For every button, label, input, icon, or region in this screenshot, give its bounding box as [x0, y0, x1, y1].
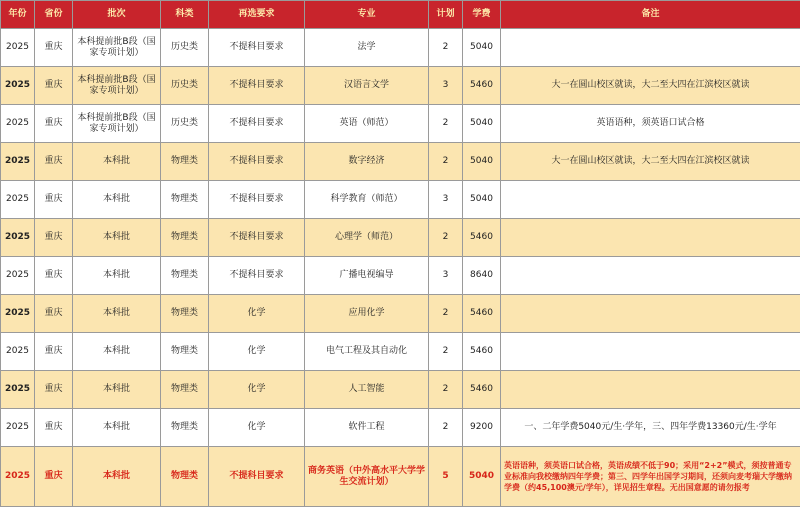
cell-fee: 5040: [463, 447, 501, 507]
cell-requirement: 不提科目要求: [209, 67, 305, 105]
cell-note: 一、二年学费5040元/生·学年，三、四年学费13360元/生·学年: [501, 409, 800, 447]
cell-year: 2025: [1, 447, 35, 507]
header-row: [1, 1, 800, 29]
cell-major: 商务英语（中外高水平大学学生交流计划）: [305, 447, 429, 507]
cell-batch: 本科批: [73, 181, 161, 219]
cell-fee: 5460: [463, 295, 501, 333]
cell-category: 物理类: [161, 181, 209, 219]
header-batch: 批次: [73, 1, 161, 29]
cell-major: 软件工程: [305, 409, 429, 447]
cell-plan: 5: [429, 447, 463, 507]
cell-year: 2025: [1, 105, 35, 143]
table-row: [1, 219, 800, 257]
cell-note: [501, 181, 800, 219]
cell-requirement: 不提科目要求: [209, 181, 305, 219]
cell-category: 物理类: [161, 371, 209, 409]
cell-batch: 本科批: [73, 371, 161, 409]
cell-plan: 2: [429, 105, 463, 143]
cell-plan: 2: [429, 333, 463, 371]
table-row: [1, 105, 800, 143]
cell-province: 重庆: [35, 447, 73, 507]
cell-batch: 本科批: [73, 447, 161, 507]
cell-category: 历史类: [161, 67, 209, 105]
cell-plan: 2: [429, 295, 463, 333]
table-row: [1, 257, 800, 295]
cell-fee: 5040: [463, 181, 501, 219]
cell-major: 广播电视编导: [305, 257, 429, 295]
table-row: [1, 29, 800, 67]
cell-major: 人工智能: [305, 371, 429, 409]
cell-batch: 本科批: [73, 219, 161, 257]
cell-plan: 2: [429, 29, 463, 67]
cell-province: 重庆: [35, 295, 73, 333]
cell-fee: 5040: [463, 105, 501, 143]
cell-requirement: 化学: [209, 409, 305, 447]
header-plan: 计划: [429, 1, 463, 29]
cell-category: 物理类: [161, 447, 209, 507]
cell-plan: 3: [429, 181, 463, 219]
header-major: 专业: [305, 1, 429, 29]
header-category: 科类: [161, 1, 209, 29]
cell-requirement: 不提科目要求: [209, 29, 305, 67]
cell-requirement: 化学: [209, 333, 305, 371]
cell-major: 英语（师范）: [305, 105, 429, 143]
cell-major: 法学: [305, 29, 429, 67]
cell-note: 英语语种，须英语口试合格: [501, 105, 800, 143]
cell-year: 2025: [1, 143, 35, 181]
cell-fee: 5040: [463, 29, 501, 67]
cell-category: 物理类: [161, 143, 209, 181]
cell-province: 重庆: [35, 67, 73, 105]
cell-province: 重庆: [35, 257, 73, 295]
cell-note: 英语语种，须英语口试合格，英语成绩不低于90；采用“2+2”模式，须按普通专业标准向我校缴纳四年学费；第三、四学年出国学习期间，还须向麦考瑞大学缴纳学费（约45,100澳元/学年），详见招生章程。无出国意愿的请勿报考: [501, 447, 800, 507]
cell-batch: 本科批: [73, 333, 161, 371]
table-row: [1, 409, 800, 447]
cell-year: 2025: [1, 219, 35, 257]
cell-note: 大一在圆山校区就读，大二至大四在江滨校区就读: [501, 143, 800, 181]
cell-plan: 3: [429, 257, 463, 295]
table-row: [1, 67, 800, 105]
cell-province: 重庆: [35, 29, 73, 67]
cell-major: 心理学（师范）: [305, 219, 429, 257]
cell-requirement: 化学: [209, 295, 305, 333]
cell-fee: 5460: [463, 67, 501, 105]
cell-note: [501, 219, 800, 257]
cell-batch: 本科批: [73, 409, 161, 447]
cell-category: 物理类: [161, 295, 209, 333]
cell-year: 2025: [1, 295, 35, 333]
cell-province: 重庆: [35, 219, 73, 257]
cell-requirement: 化学: [209, 371, 305, 409]
cell-batch: 本科提前批B段（国家专项计划）: [73, 67, 161, 105]
table-row: [1, 181, 800, 219]
table-row-highlighted: [1, 447, 800, 507]
cell-province: 重庆: [35, 181, 73, 219]
cell-plan: 2: [429, 371, 463, 409]
header-fee: 学费: [463, 1, 501, 29]
header-requirement: 再选要求: [209, 1, 305, 29]
cell-year: 2025: [1, 371, 35, 409]
cell-province: 重庆: [35, 371, 73, 409]
cell-plan: 2: [429, 143, 463, 181]
cell-category: 物理类: [161, 333, 209, 371]
cell-plan: 2: [429, 409, 463, 447]
cell-requirement: 不提科目要求: [209, 105, 305, 143]
cell-note: [501, 333, 800, 371]
cell-plan: 3: [429, 67, 463, 105]
cell-fee: 5460: [463, 219, 501, 257]
cell-fee: 5040: [463, 143, 501, 181]
cell-year: 2025: [1, 181, 35, 219]
cell-batch: 本科批: [73, 257, 161, 295]
cell-province: 重庆: [35, 409, 73, 447]
cell-batch: 本科批: [73, 143, 161, 181]
cell-province: 重庆: [35, 143, 73, 181]
cell-year: 2025: [1, 29, 35, 67]
cell-fee: 9200: [463, 409, 501, 447]
cell-year: 2025: [1, 409, 35, 447]
cell-major: 汉语言文学: [305, 67, 429, 105]
cell-requirement: 不提科目要求: [209, 257, 305, 295]
cell-note: [501, 257, 800, 295]
cell-category: 历史类: [161, 29, 209, 67]
cell-fee: 5460: [463, 371, 501, 409]
cell-province: 重庆: [35, 333, 73, 371]
table-row: [1, 295, 800, 333]
cell-major: 电气工程及其自动化: [305, 333, 429, 371]
table-row: [1, 333, 800, 371]
cell-major: 数字经济: [305, 143, 429, 181]
cell-category: 历史类: [161, 105, 209, 143]
cell-year: 2025: [1, 257, 35, 295]
cell-batch: 本科批: [73, 295, 161, 333]
cell-fee: 8640: [463, 257, 501, 295]
cell-note: 大一在圆山校区就读，大二至大四在江滨校区就读: [501, 67, 800, 105]
table-row: [1, 371, 800, 409]
cell-batch: 本科提前批B段（国家专项计划）: [73, 29, 161, 67]
cell-year: 2025: [1, 67, 35, 105]
cell-category: 物理类: [161, 219, 209, 257]
cell-plan: 2: [429, 219, 463, 257]
cell-requirement: 不提科目要求: [209, 143, 305, 181]
cell-year: 2025: [1, 333, 35, 371]
header-note: 备注: [501, 1, 800, 29]
header-year: 年份: [1, 1, 35, 29]
cell-category: 物理类: [161, 409, 209, 447]
cell-note: [501, 295, 800, 333]
cell-note: [501, 371, 800, 409]
cell-requirement: 不提科目要求: [209, 219, 305, 257]
cell-major: 科学教育（师范）: [305, 181, 429, 219]
cell-note: [501, 29, 800, 67]
cell-category: 物理类: [161, 257, 209, 295]
cell-requirement: 不提科目要求: [209, 447, 305, 507]
header-province: 省份: [35, 1, 73, 29]
table-row: [1, 143, 800, 181]
cell-major: 应用化学: [305, 295, 429, 333]
cell-province: 重庆: [35, 105, 73, 143]
cell-batch: 本科提前批B段（国家专项计划）: [73, 105, 161, 143]
cell-fee: 5460: [463, 333, 501, 371]
